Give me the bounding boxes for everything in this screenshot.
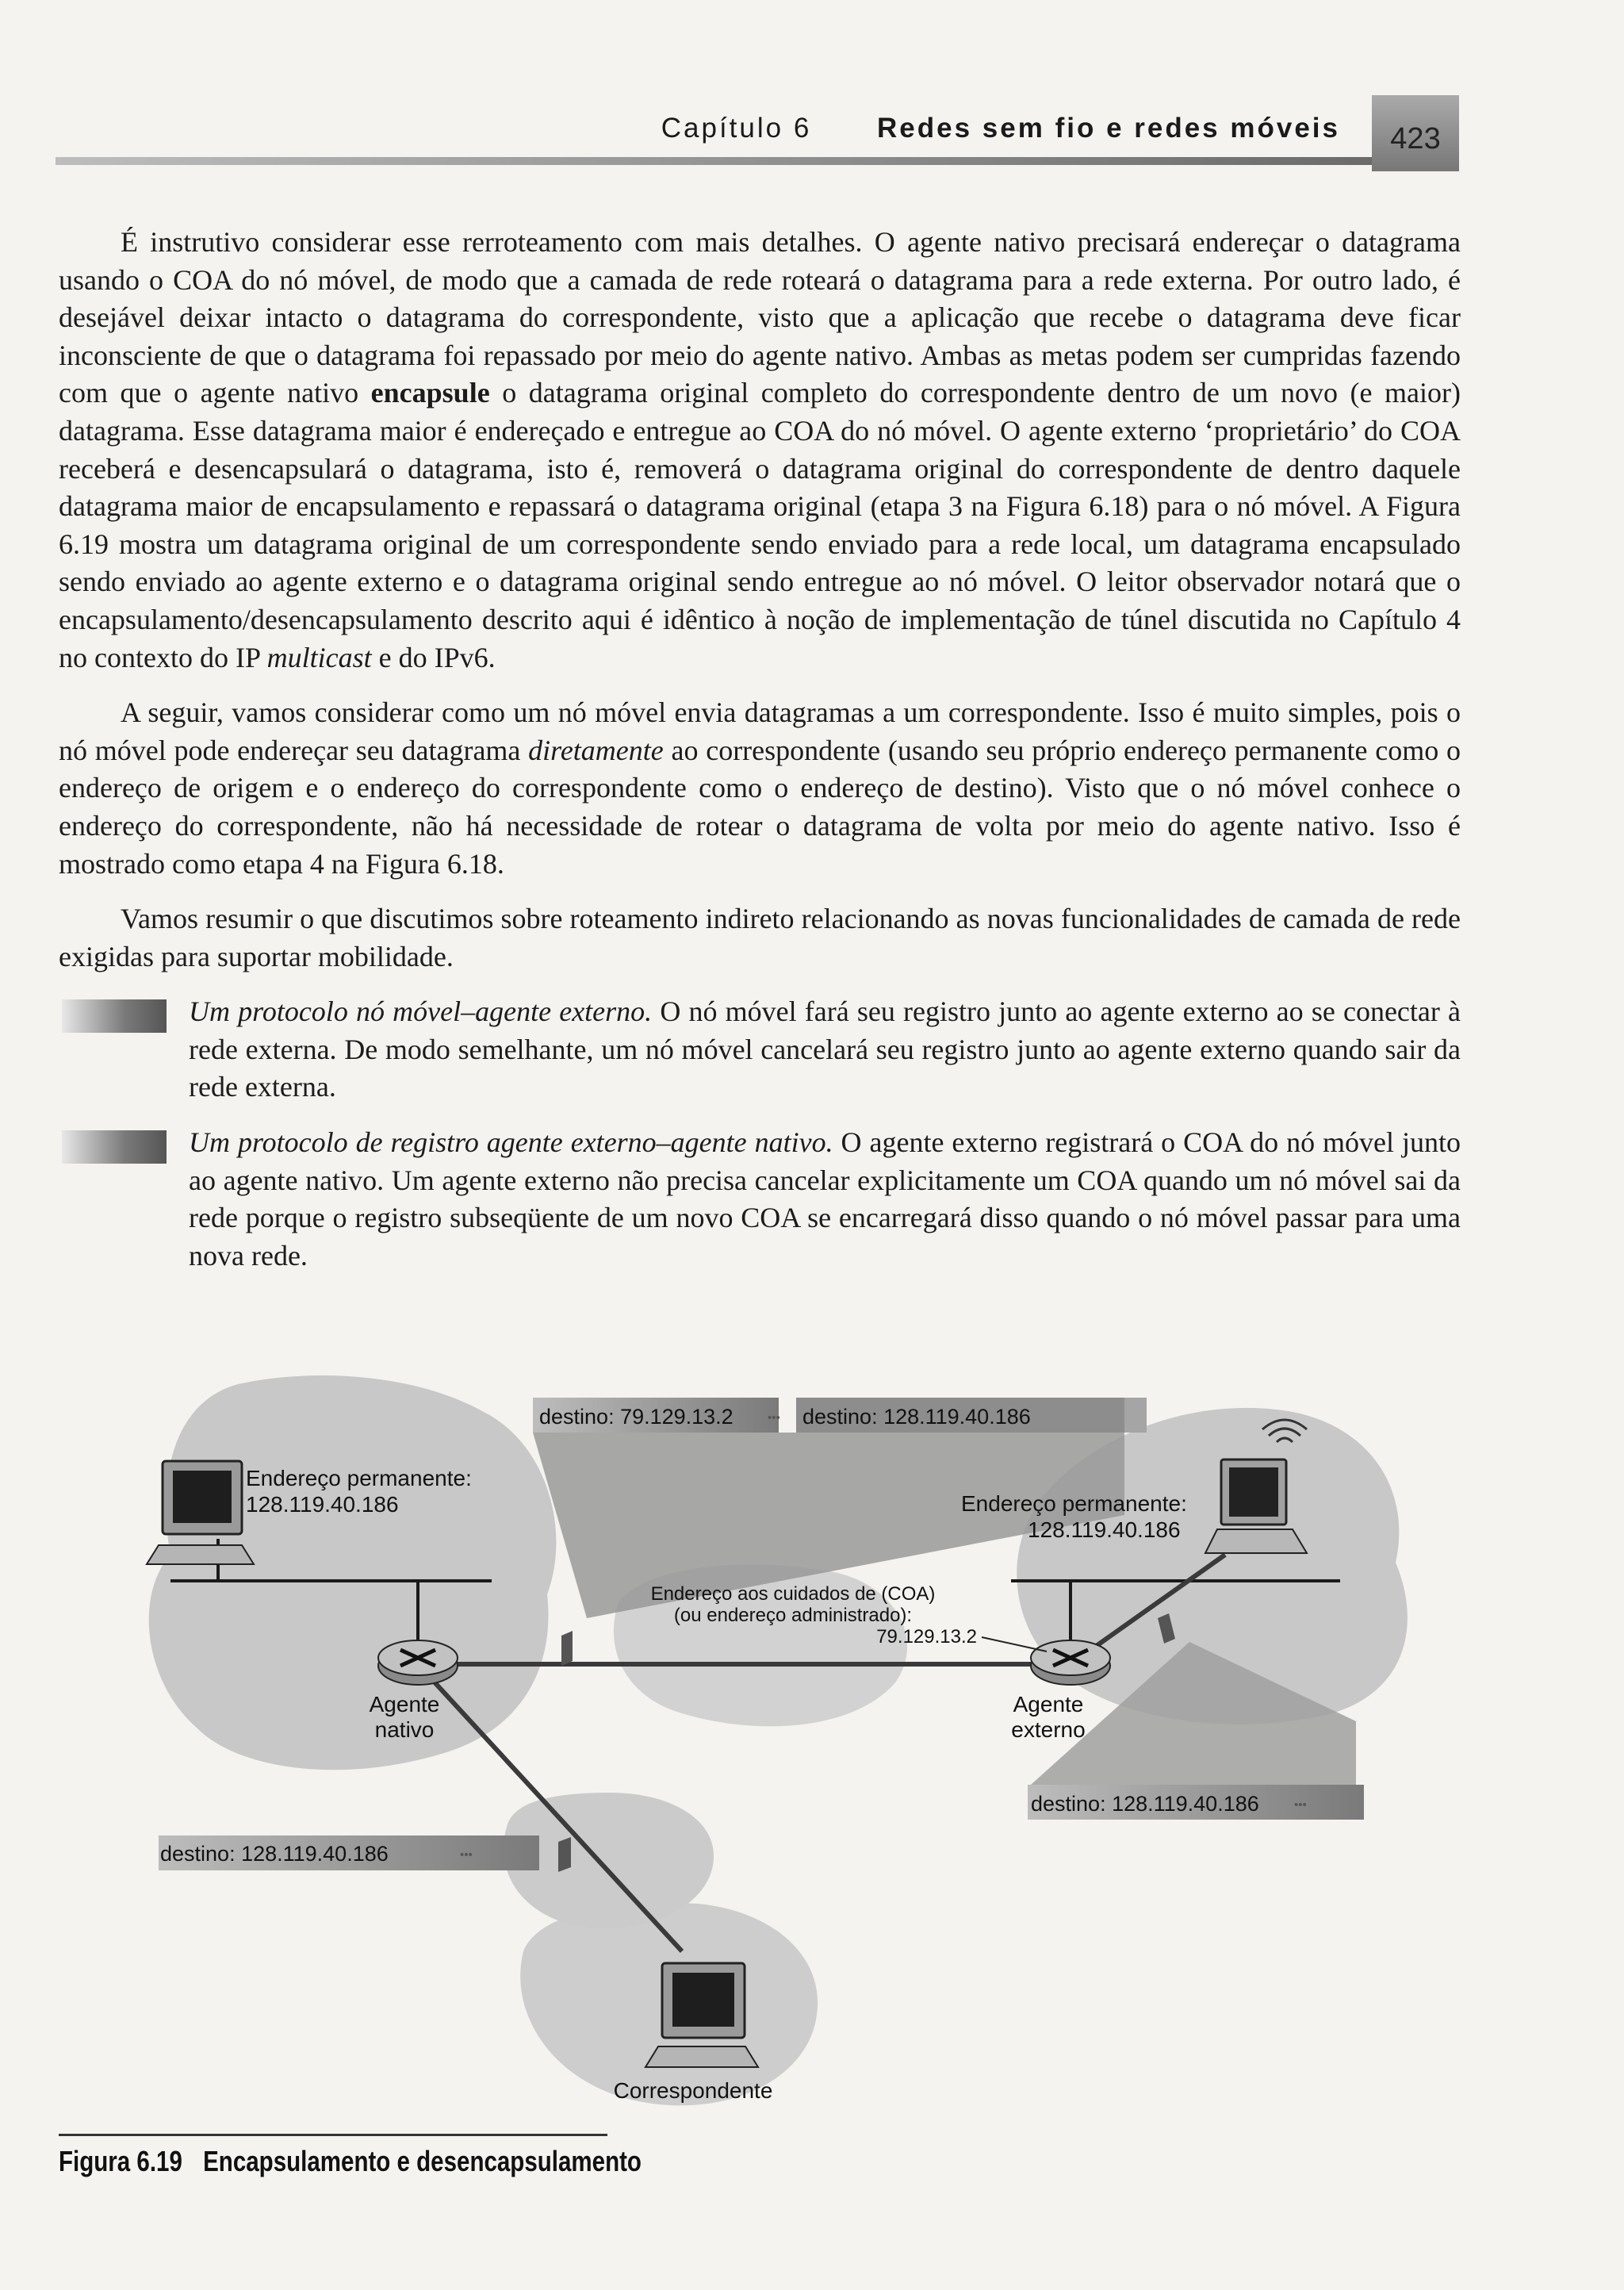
home-agent-label-line2: nativo — [374, 1717, 435, 1742]
text-run: Um protocolo nó móvel–agente externo. — [189, 995, 653, 1028]
home-permanent-address-label — [246, 1466, 472, 1490]
packet-icon — [561, 1631, 573, 1666]
coa-label-line3: 79.129.13.2 — [876, 1626, 977, 1647]
home-address-line: Endereço permanente: — [246, 1466, 472, 1490]
encap-inner-header: destino: 128.119.40.186 — [802, 1405, 1031, 1429]
mobile-address-value: 128.119.40.186 — [1028, 1517, 1181, 1542]
bullet-item — [189, 993, 1461, 1107]
bullet-marker — [62, 1130, 167, 1164]
page-number: 423 — [1372, 95, 1459, 171]
mobile-address-line: Endereço permanente: — [961, 1491, 1187, 1516]
figure-title: Encapsulamento e desencapsulamento — [203, 2145, 642, 2177]
ellipsis-icon: ••• — [460, 1848, 473, 1862]
encap-outer-header: destino: 79.129.13.2 — [539, 1405, 733, 1429]
foreign-agent-label-line2: externo — [1011, 1717, 1086, 1742]
text-run: ao correspondente (usando seu próprio endereço permanente como o endereço de origem e o endereço do correspondente como o endereço de destino). Visto que o nó móvel conhece o endereço do correspondente, não há necessidade de rotear o datagrama de volta por meio do agente nativo. Isso é mostrado como etapa 4 na Figura 6.18. — [59, 734, 1461, 880]
bullet-item — [189, 1124, 1461, 1275]
correspondent-computer-icon — [645, 1963, 758, 2067]
mobile-permanent-address-label — [961, 1491, 1187, 1516]
text-run: o datagrama original completo do correspondente dentro de um novo (e maior) datagrama. Esse datagrama maior é endereçado e entregue ao COA do nó móvel. O agente externo ‘proprietário’ do COA receberá e desencapsulará o datagrama, isto é, removerá o datagrama original do correspondente de dentro daquele datagrama maior de encapsulamento e repassará o datagrama original (etapa 3 na Figura 6.18) para o nó móvel. A Figura 6.19 mostra um datagrama original de um correspondente sendo enviado para a rede local, um datagrama encapsulado sendo enviado ao agente externo e o datagrama original sendo entregue ao nó móvel. O leitor observador notará que o encapsulamento/desencapsulamento descrito aqui é idêntico à noção de implementação de túnel discutida no Capítulo 4 no contexto do IP — [59, 377, 1461, 673]
bullet-text — [189, 995, 1461, 1103]
chapter-label: Capítulo 6 — [661, 113, 812, 144]
paragraph — [59, 694, 1461, 883]
ellipsis-icon: ••• — [768, 1411, 780, 1425]
encap-payload-box — [1124, 1398, 1147, 1433]
foreign-agent-router — [1031, 1640, 1110, 1685]
correspondent-label: Correspondente — [613, 2078, 773, 2103]
running-head — [661, 113, 1340, 144]
home-agent-router — [378, 1640, 458, 1685]
home-permanent-address-value — [246, 1492, 399, 1517]
body-text — [59, 224, 1461, 1292]
text-run: encapsule — [370, 377, 490, 409]
text-run: Um protocolo de registro agente externo–agente nativo. — [189, 1126, 833, 1159]
text-run: Vamos resumir o que discutimos sobre roteamento indireto relacionando as novas funcionalidades de camada de rede exigidas para suportar mobilidade. — [59, 903, 1461, 972]
figure-number: Figura 6.19 — [59, 2145, 182, 2177]
coa-label-line2: (ou endereço administrado): — [673, 1605, 913, 1626]
coa-label-line1: Endereço aos cuidados de (COA) — [650, 1583, 936, 1605]
text-run: O agente externo registrará o COA do nó móvel junto ao agente nativo. Um agente externo não precisa cancelar explicitamente um COA quando um nó móvel sai da rede porque o registro subseqüente de um novo COA se encarregará disso quando o nó móvel passar para uma nova rede. — [189, 1126, 1461, 1272]
text-run: diretamente — [528, 734, 664, 766]
paragraph — [59, 224, 1461, 677]
paragraph — [59, 900, 1461, 976]
header-rule — [56, 157, 1372, 165]
home-agent-label-line1: Agente — [369, 1692, 440, 1717]
figure-caption — [59, 2145, 642, 2178]
text-run: É instrutivo considerar esse rerroteamento com mais detalhes. O agente nativo precisará endereçar o datagrama usando o COA do nó móvel, de modo que a camada de rede roteará o datagrama para a rede externa. Por outro lado, é desejável deixar intacto o datagrama do correspondente, visto que a aplicação que recebe o datagrama deve ficar inconsciente de que o datagrama foi repassado por meio do agente nativo. Ambas as metas podem ser cumpridas fazendo com que o agente nativo — [59, 226, 1461, 409]
bullet-marker — [62, 999, 167, 1033]
chapter-title: Redes sem fio e redes móveis — [877, 113, 1340, 144]
text-run: e do IPv6. — [371, 641, 496, 673]
packet-icon — [558, 1837, 571, 1872]
bullet-text — [189, 1126, 1461, 1272]
text-run: multicast — [266, 641, 372, 673]
caption-rule — [59, 2134, 607, 2136]
delivered-datagram-label: destino: 128.119.40.186 — [1031, 1792, 1259, 1816]
home-computer-icon — [147, 1461, 254, 1564]
home-network-blob — [149, 1375, 557, 1770]
page-header — [56, 95, 1459, 171]
ellipsis-icon: ••• — [1294, 1798, 1307, 1812]
text-run: A seguir, vamos considerar como um nó móvel envia datagramas a um correspondente. Isso é muito simples, pois o nó móvel pode endereçar seu datagrama — [59, 696, 1461, 766]
mobile-permanent-address-value — [1028, 1517, 1181, 1542]
text-run: O nó móvel fará seu registro junto ao agente externo ao se conectar à rede externa. De modo semelhante, um nó móvel cancelará seu registro junto ao agente externo quando sair da rede externa. — [189, 995, 1461, 1103]
home-address-value: 128.119.40.186 — [246, 1492, 399, 1517]
bullet-list — [59, 993, 1461, 1275]
original-datagram-label: destino: 128.119.40.186 — [160, 1842, 389, 1866]
foreign-agent-label-line1: Agente — [1013, 1692, 1084, 1717]
